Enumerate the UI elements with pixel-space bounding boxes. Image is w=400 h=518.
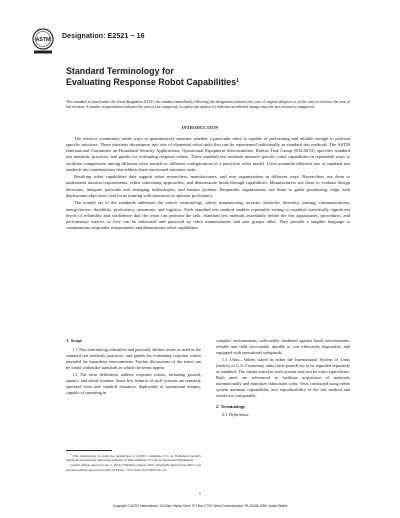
footnote-text-c: on Operational Equipment. (157, 458, 194, 463)
issuance-note: This standard is issued under the fixed designation E2521; the number immediately following the designation indicates the year of original adoption or, in the case of revision, the year of last revision. A number in parentheses indicates the year of last reapproval. A superscript epsilon (ε) indicates an editorial change since the last revision or reapproval. (66, 100, 350, 110)
footnote-paragraph-2: Current edition approved Jan. 1, 2016. Published January 2016. Originally approved in 2007. Last previous edition approved in 2007 as E2521 – 07a. DOI: 10.1520/E2521-16. (66, 463, 201, 472)
scope-1-2: 1.2 The term definitions address response robots, including ground, aquatic, and aerial systems. Some key features of such systems are remotely operated from safe standoff distances, deployable at operational tempos, capable of operating in (66, 371, 201, 395)
scope-1-3-label: 1.3 (222, 356, 228, 362)
copyright-footer: Copyright © ASTM International, 100 Barr Harbor Drive, PO Box C700, West Conshohocken, PA 19428-2959. United States (112, 504, 288, 508)
title-line-1: Standard Terminology for (66, 66, 174, 76)
footnote-text-a: This terminology is under the jurisdiction of ASTM Committee (72, 454, 162, 459)
right-column (216, 338, 350, 419)
introduction-body (66, 136, 350, 233)
page-number: 1 (198, 491, 202, 496)
title-line-2-wrap (66, 77, 346, 88)
scope-1-1: 1.1 This terminology identifies and precisely defines terms as used in the standard test methods, practices, and guides for evaluating response robots intended for hazardous environments. Further discussions of the terms can be found within the standards in which the terms appear. (66, 346, 201, 370)
scope-1-3-text: —Values stated in either the International System of Units (metric) or U.S. Customary units (inch-pound) are to be regarded separately as standard. The values stated in each system may not be exact equivalents. Both units are referenced to facilitate acquisition of materials internationally and minimize fabrication costs. Tests conducted using either system maintain repeatability and reproducibility of the test method and results are comparable. (216, 356, 350, 398)
footnote-marker: 1 (70, 453, 72, 456)
document-title (66, 66, 346, 88)
svg-text:ASTM: ASTM (35, 36, 51, 43)
designation: Designation: E2521 − 16 (62, 33, 145, 40)
title-line-2: Evaluating Response Robot Capabilities (66, 77, 237, 88)
intro-paragraph: Resulting robot capabilities data support robot researchers, manufacturers, and user organizations in different ways. Researchers use them to understand mission requirements, refine innovating approaches, and demonstrate break-through capabilities. Manufacturers use them to evaluate design decisions, integrate payloads and emerging technologies, and harden systems. Responder organizations use them to guide purchasing, align with deployment objectives, and focus training with measures of operator proficiency. (66, 174, 350, 198)
footnote (66, 453, 201, 473)
title-footnote-marker: 1 (236, 78, 239, 85)
intro-paragraph: The overall set of the standards addresses the robotic terminology, safety, maneuvering, terrains, obstacles, dexterity, sensing, communications, energy/power, durability, proficiency, autonomy, and logistics. Each standard test method enables repeatable testing to establish statistically significant levels of reliability and confidence that the robot can perform the task. Standard test methods essentially define the test apparatuses, procedures, and performance metrics so they can be fabricated and practiced by robot manufacturers and user groups alike. They provide a tangible language to communicate responder requirements and demonstrate robot capabilities. (66, 200, 350, 230)
terminology-heading: 2. Terminology (216, 403, 246, 409)
left-column (66, 338, 201, 397)
definitions-italic: Definitions: (228, 412, 250, 418)
scope-1-2-continued: complex environments, sufficiently hardened against harsh environments, reliable and field serviceable, durable or cost effectively disposable, and equipped with operational safeguards. (216, 338, 350, 355)
introduction-heading: INTRODUCTION (181, 125, 219, 130)
subcommittee-link[interactable]: E54.08 (147, 458, 158, 463)
definitions-subheading (216, 412, 350, 418)
footnote-paragraph-1 (66, 453, 201, 463)
definitions-label: 2.1 (222, 412, 228, 418)
scope-1-3 (216, 357, 350, 399)
footnote-text-b: on Homeland Security Applications and is the direct responsibility of Subcommittee (66, 454, 201, 463)
astm-logo-icon (31, 28, 55, 56)
intro-paragraph: The robotics community needs ways to quantitatively measure whether a particular robot is capable of performing and reliable enough to perform specific missions. These missions decompose into sets of elemental robot tasks that can be represented individually as standard test methods. The ASTM International Committee on Homeland Security Applications, Operational Equipment Subcommittee, Robots Task Group (E54.08.01) specifies standard test methods, practices, and guides for evaluating response robots. These standard test methods measure specific robot capabilities in repeatable ways to facilitate comparisons among different robot models or different configurations of a particular robot model. Users assemble different sets of standard test methods into combinations that address their envisioned missions tasks. (66, 136, 350, 172)
scope-1-3-italic: Units (229, 356, 240, 362)
committee-link[interactable]: E54 (163, 454, 169, 459)
footnote-divider (66, 450, 112, 451)
scope-heading: 1. Scope (66, 338, 83, 343)
